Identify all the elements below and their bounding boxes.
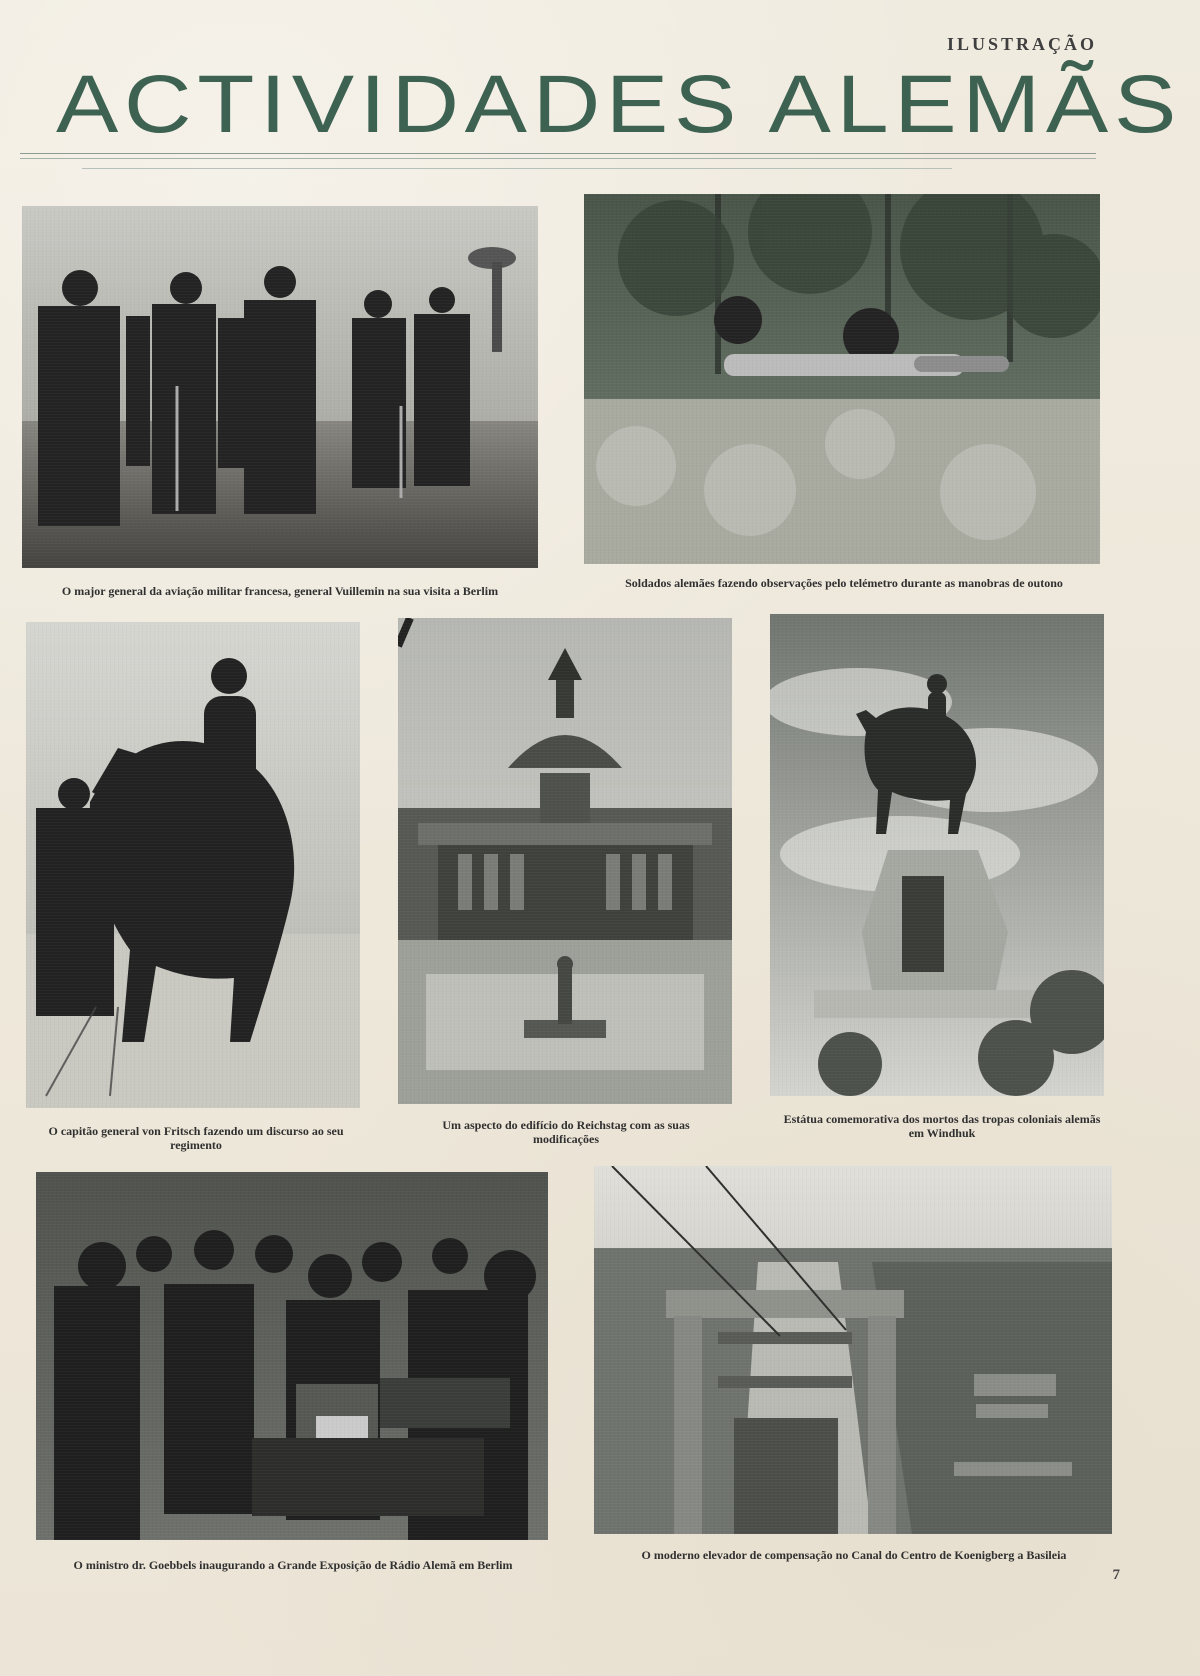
photo-reichstag xyxy=(398,618,732,1104)
caption-canal-elevator: O moderno elevador de compensação no Canal do Centro de Koenigberg a Basileia xyxy=(641,1548,1067,1562)
photo-canal-elevator xyxy=(594,1166,1112,1534)
page-number: 7 xyxy=(1112,1567,1120,1583)
caption-goebbels-radio: O ministro dr. Goebbels inaugurando a Grande Exposição de Rádio Alemã em Berlim xyxy=(73,1558,513,1572)
caption-von-fritsch: O capitão general von Fritsch fazendo um discurso ao seu regimento xyxy=(48,1124,344,1152)
photo-soldiers-telemeter xyxy=(584,194,1100,564)
header-rule-secondary xyxy=(20,158,1096,159)
photo-windhuk-statue xyxy=(770,614,1104,1096)
caption-reichstag: Um aspecto do edifício do Reichstag com as suas modificações xyxy=(442,1118,690,1146)
photo-canal-elevator-image xyxy=(594,1166,1112,1534)
photo-von-fritsch xyxy=(26,622,360,1108)
photo-von-fritsch-image xyxy=(26,622,360,1108)
masthead: ILUSTRAÇÃO xyxy=(946,34,1097,54)
header-rule xyxy=(20,153,1096,154)
photo-general-vuillemin-image xyxy=(22,206,538,568)
header-rule-tertiary xyxy=(82,168,952,169)
caption-windhuk-statue: Estátua comemorativa dos mortos das tropas coloniais alemãs em Windhuk xyxy=(783,1112,1101,1140)
photo-general-vuillemin xyxy=(22,206,538,568)
photo-soldiers-telemeter-image xyxy=(584,194,1100,564)
photo-goebbels-radio xyxy=(36,1172,548,1540)
page-title: ACTIVIDADES ALEMÃS xyxy=(56,59,1182,150)
photo-reichstag-image xyxy=(398,618,732,1104)
photo-goebbels-radio-image xyxy=(36,1172,548,1540)
caption-general-vuillemin: O major general da aviação militar francesa, general Vuillemin na sua visita a Berlim xyxy=(61,584,499,598)
caption-soldiers-telemeter: Soldados alemães fazendo observações pelo telémetro durante as manobras de outono xyxy=(625,576,1063,590)
photo-windhuk-statue-image xyxy=(770,614,1104,1096)
